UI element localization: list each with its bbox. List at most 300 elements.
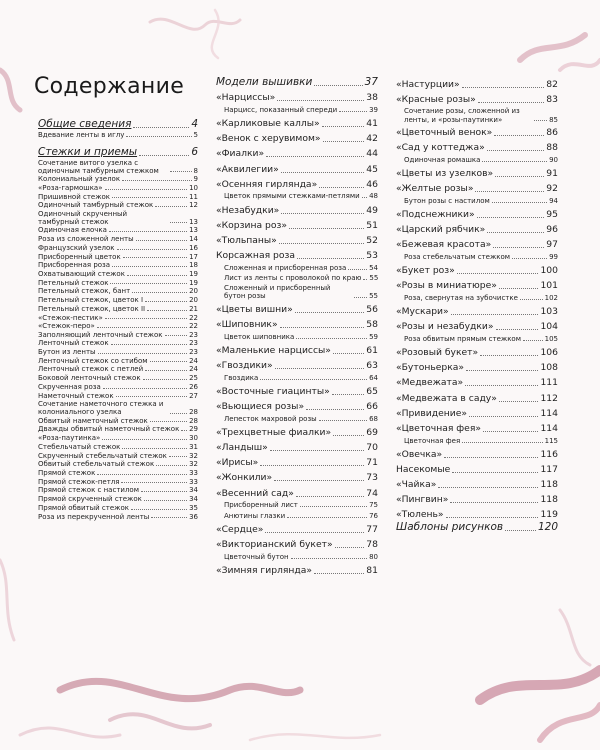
dot-leader [266, 156, 364, 157]
toc-entry [216, 374, 378, 383]
toc-entry-page: 6 [191, 145, 198, 158]
toc-entry-title: Прямой обвитый стежок [38, 503, 129, 512]
toc-entry-title: «Роза-паутинка» [38, 434, 101, 443]
toc-entry-title: Обвитый стебельчатый стежок [38, 460, 155, 469]
toc-entry [38, 118, 198, 131]
toc-entry-title: Пришивной стежок [38, 192, 111, 201]
dot-leader [147, 310, 187, 311]
toc-entry-page: 51 [366, 219, 378, 231]
toc-entry-page: 44 [366, 148, 378, 160]
toc-entry-title: Лист из ленты с проволокой по краю [224, 274, 362, 283]
toc-entry-title: «Восточные гиацинты» [216, 385, 330, 397]
dot-leader [98, 353, 188, 354]
toc-entry-page: 36 [189, 512, 198, 521]
toc-entry-page: 63 [366, 360, 378, 371]
toc-entry [216, 76, 378, 89]
dot-leader [145, 301, 187, 302]
toc-entry-title: Петельный стежок, бант [38, 287, 131, 296]
dot-leader [105, 189, 188, 190]
toc-entry-title: Ленточный стежок [38, 339, 109, 348]
toc-entry [38, 270, 198, 279]
dot-leader [97, 327, 187, 328]
toc-entry-page: 27 [189, 391, 198, 400]
dot-leader [466, 370, 538, 371]
toc-entry-page: 5 [193, 131, 198, 139]
toc-entry-page: 70 [366, 441, 378, 453]
dot-leader [469, 416, 538, 417]
toc-entry-page: 91 [546, 167, 558, 179]
dot-leader [112, 197, 187, 198]
toc-entry-page: 61 [366, 344, 378, 356]
dot-leader [534, 120, 547, 121]
toc-entry-page: 55 [369, 292, 378, 301]
toc-entry [396, 335, 558, 344]
toc-entry [216, 133, 378, 145]
toc-entry-title: «Незабудки» [216, 204, 280, 216]
toc-entry [38, 478, 198, 487]
toc-entry [396, 209, 558, 221]
dot-leader [478, 102, 545, 103]
toc-entry [38, 339, 198, 348]
toc-entry-page: 23 [189, 339, 198, 348]
toc-entry-page: 31 [189, 442, 198, 451]
toc-entry-title: Цветочная фея [404, 436, 461, 445]
dot-leader [151, 517, 187, 518]
toc-entry-page: 45 [366, 163, 378, 175]
toc-entry-title: «Стежок-перо» [38, 322, 95, 331]
toc-entry-title: «Бежевая красота» [396, 239, 492, 251]
dot-leader [131, 509, 187, 510]
toc-entry-page: 105 [544, 334, 558, 343]
toc-entry [38, 159, 198, 175]
toc-entry-title: «Букет роз» [396, 265, 455, 277]
toc-entry-title: «Цветочный венок» [396, 126, 493, 138]
toc-entry-title: «Ирисы» [216, 457, 259, 469]
toc-entry-title: Насекомые [396, 463, 451, 475]
toc-entry-title: «Настурции» [396, 79, 460, 91]
toc-entry [396, 347, 558, 359]
toc-entry [216, 304, 378, 316]
toc-entry-title: Роза стебельчатым стежком [404, 252, 511, 261]
toc-entry [396, 362, 558, 374]
toc-entry-title: «Привидение» [396, 407, 467, 419]
toc-entry-page: 23 [189, 331, 198, 340]
dot-leader [450, 502, 538, 503]
dot-leader [444, 457, 538, 458]
toc-entry-title: Общие сведения [38, 118, 132, 130]
dot-leader [150, 421, 187, 422]
toc-entry-title: Сочетание розы, сложенной из ленты, и «розы-паутинки» [404, 107, 520, 124]
toc-entry-page: 34 [189, 495, 198, 504]
toc-entry-page: 100 [540, 265, 558, 277]
toc-entry-page: 30 [189, 434, 198, 443]
dot-leader [170, 222, 187, 223]
toc-entry-title: Заполняющий ленточный стежок [38, 331, 163, 340]
toc-entry [38, 452, 198, 461]
toc-entry-page: 33 [189, 468, 198, 477]
dot-leader [122, 180, 191, 181]
toc-entry [396, 280, 558, 292]
toc-entry [38, 365, 198, 374]
dot-leader [332, 394, 365, 395]
toc-entry-page: 19 [189, 270, 198, 278]
toc-entry-title: Бутон розы с настилом [404, 196, 490, 205]
toc-entry [38, 201, 198, 210]
toc-entry [396, 294, 558, 303]
dot-leader [141, 491, 187, 492]
toc-entry-page: 106 [540, 347, 558, 358]
toc-entry [38, 244, 198, 253]
toc-entry [216, 148, 378, 160]
toc-entry [38, 261, 198, 270]
dot-leader [169, 456, 187, 457]
toc-entry [216, 205, 378, 217]
toc-entry-title: Сочетание наметочного стежка и колониального узелка [38, 400, 164, 417]
toc-entry-page: 16 [189, 243, 198, 252]
toc-entry-page: 13 [189, 218, 198, 227]
toc-entry-page: 118 [540, 494, 558, 506]
dot-leader [136, 240, 187, 241]
dot-leader [462, 87, 545, 88]
toc-entry [216, 442, 378, 454]
toc-entry-title: Сочетание витого узелка с одиночным тамбурным стежком [38, 158, 159, 175]
toc-entry-page: 21 [189, 304, 198, 313]
toc-entry-title: Роза, свернутая на зубочистке [404, 293, 518, 302]
dot-leader [103, 388, 187, 389]
toc-entry [216, 565, 378, 577]
toc-entry-title: «Корзина роз» [216, 219, 287, 231]
toc-entry [38, 210, 198, 226]
toc-entry-page: 66 [366, 400, 378, 412]
toc-entry-title: «Пингвин» [396, 494, 449, 506]
toc-entry-title: Петельный стежок, цветок I [38, 296, 144, 305]
toc-column-3 [396, 76, 558, 536]
toc-entry [396, 265, 558, 277]
toc-entry [38, 460, 198, 469]
toc-entry [216, 118, 378, 130]
toc-entry [38, 331, 198, 339]
dot-leader [126, 136, 191, 137]
dot-leader [139, 155, 189, 156]
toc-entry-page: 92 [546, 183, 558, 195]
toc-entry [216, 501, 378, 510]
toc-entry [216, 512, 378, 521]
toc-entry-title: Одиночный тамбурный стежок [38, 201, 154, 210]
toc-entry-title: Прямой стежок-петля [38, 477, 120, 486]
toc-entry-page: 20 [189, 296, 198, 305]
dot-leader [123, 257, 187, 258]
toc-entry-page: 4 [191, 118, 198, 130]
toc-entry-title: «Аквилегии» [216, 163, 279, 175]
toc-entry-page: 8 [193, 166, 198, 175]
toc-entry [216, 427, 378, 439]
toc-entry-page: 10 [189, 183, 198, 192]
dot-leader [333, 353, 364, 354]
toc-entry-title: Вдевание ленты в иглу [38, 131, 125, 139]
toc-entry-title: Колониальный узелок [38, 175, 121, 184]
toc-entry-title: «Карликовые каллы» [216, 117, 320, 129]
toc-entry-page: 59 [369, 332, 378, 341]
toc-entry-page: 120 [537, 521, 558, 534]
dot-leader [275, 368, 365, 369]
toc-entry-page: 14 [189, 235, 198, 244]
toc-entry-title: Шаблоны рисунков [396, 521, 504, 534]
toc-entry [396, 479, 558, 491]
toc-entry-title: «Ландыш» [216, 441, 268, 453]
toc-entry-page: 115 [544, 436, 558, 445]
toc-entry [396, 423, 558, 435]
toc-entry [396, 142, 558, 154]
page-title: Содержание [34, 74, 185, 99]
dot-leader [300, 506, 367, 507]
toc-entry-page: 49 [366, 204, 378, 216]
toc-entry [38, 400, 198, 416]
toc-entry-page: 103 [540, 306, 558, 318]
toc-entry-page: 95 [546, 208, 558, 220]
toc-entry-title: «Осенняя гирлянда» [216, 178, 318, 190]
toc-entry-title: «Трехцветные фиалки» [216, 426, 332, 438]
dot-leader [339, 111, 367, 112]
toc-entry [396, 253, 558, 262]
toc-entry-page: 42 [366, 133, 378, 145]
dot-leader [296, 496, 364, 497]
dot-leader [496, 329, 539, 330]
toc-entry [216, 539, 378, 551]
toc-entry-title: Присборенный лист [224, 501, 298, 510]
dot-leader [280, 327, 365, 328]
dot-leader [323, 141, 365, 142]
toc-entry [216, 164, 378, 176]
toc-entry [216, 92, 378, 104]
toc-entry [396, 321, 558, 333]
toc-entry [38, 374, 198, 383]
toc-entry [396, 168, 558, 180]
toc-entry [216, 284, 378, 300]
dot-leader [143, 379, 188, 380]
toc-entry-title: «Жонкили» [216, 472, 273, 484]
dot-leader [523, 340, 543, 341]
toc-entry-title: Французский узелок [38, 243, 115, 252]
toc-entry-page: 88 [546, 142, 558, 154]
toc-entry-title: «Гвоздики» [216, 360, 273, 371]
dot-leader [260, 379, 367, 380]
toc-entry [38, 184, 198, 193]
toc-entry-title: «Царский рябчик» [396, 224, 486, 236]
toc-entry-page: 83 [546, 94, 558, 106]
dot-leader [289, 228, 364, 229]
dot-leader [465, 385, 538, 386]
toc-entry [38, 131, 198, 140]
toc-entry-title: Цветок прямыми стежками-петлями [224, 192, 360, 201]
toc-entry-title: Анютины глазки [224, 511, 286, 520]
toc-entry-page: 12 [189, 201, 198, 210]
dot-leader [335, 547, 365, 548]
dot-leader [127, 275, 187, 276]
dot-leader [322, 126, 365, 127]
toc-entry [38, 279, 198, 288]
toc-entry-title: Охватывающий стежок [38, 270, 125, 278]
toc-entry-title: «Викторианский букет» [216, 539, 333, 551]
toc-entry [216, 274, 378, 283]
dot-leader [487, 232, 544, 233]
toc-entry [38, 425, 198, 434]
dot-leader [505, 530, 536, 531]
toc-entry-page: 96 [546, 224, 558, 236]
dot-leader [446, 517, 539, 518]
dot-leader [110, 283, 187, 284]
toc-entry-page: 81 [366, 564, 378, 576]
toc-entry-page: 86 [546, 126, 558, 138]
toc-column-1 [38, 118, 198, 521]
toc-entry-title: Стежки и приемы [38, 145, 138, 158]
toc-entry [216, 319, 378, 331]
toc-entry-title: Роза из сложенной ленты [38, 235, 134, 244]
toc-entry [38, 486, 198, 495]
toc-entry-title: Боковой ленточный стежок [38, 374, 141, 383]
dot-leader [483, 431, 538, 432]
toc-entry-page: 77 [366, 523, 378, 535]
toc-entry-page: 118 [540, 479, 558, 491]
toc-entry-title: Цветок шиповника [224, 332, 295, 341]
toc-entry-title: «Венок с херувимом» [216, 133, 321, 145]
toc-entry [396, 239, 558, 251]
toc-entry-page: 19 [189, 278, 198, 287]
toc-entry-title: Ленточный стежок со стибом [38, 356, 148, 365]
toc-entry [38, 513, 198, 522]
dot-leader [279, 243, 365, 244]
toc-entry-page: 119 [540, 509, 558, 521]
dot-leader [451, 314, 539, 315]
toc-entry [216, 192, 378, 201]
toc-entry [38, 443, 198, 452]
toc-entry-title: «Красные розы» [396, 94, 476, 106]
dot-leader [452, 472, 538, 473]
toc-entry [396, 94, 558, 106]
toc-entry [38, 314, 198, 323]
toc-entry-title: Сложенная и присборенная роза [224, 263, 347, 272]
dot-leader [499, 288, 539, 289]
toc-entry [396, 156, 558, 165]
toc-entry-page: 78 [366, 539, 378, 551]
toc-entry-title: «Шиповник» [216, 319, 278, 331]
toc-entry-page: 80 [369, 552, 378, 561]
toc-entry-title: «Нарциссы» [216, 92, 276, 104]
toc-entry-page: 76 [369, 511, 378, 520]
toc-entry-page: 55 [369, 274, 378, 283]
dot-leader [493, 247, 544, 248]
toc-entry-title: Одиночный скрученный тамбурный стежок [38, 210, 128, 227]
toc-entry-page: 34 [189, 486, 198, 495]
toc-entry-title: «Мускари» [396, 306, 449, 318]
dot-leader [348, 269, 367, 270]
toc-entry-page: 32 [189, 460, 198, 469]
toc-entry-page: 99 [549, 252, 558, 261]
toc-entry [38, 305, 198, 314]
dot-leader [512, 258, 547, 259]
toc-entry-title: Нарцисс, показанный спереди [224, 105, 338, 114]
toc-entry-page: 71 [366, 457, 378, 469]
toc-entry-title: Прямой стежок с настилом [38, 486, 139, 495]
toc-entry-page: 38 [366, 92, 378, 104]
dot-leader [457, 273, 539, 274]
dot-leader [102, 439, 187, 440]
toc-entry [38, 226, 198, 235]
dot-leader [121, 482, 187, 483]
toc-entry [38, 357, 198, 366]
toc-entry-title: Одиночная елочка [38, 226, 107, 235]
toc-entry-title: Наметочный стежок [38, 391, 114, 400]
dot-leader [287, 517, 367, 518]
dot-leader [165, 335, 188, 336]
toc-entry-page: 73 [366, 472, 378, 484]
toc-entry-title: «Фиалки» [216, 148, 265, 160]
toc-entry-page: 64 [369, 373, 378, 382]
dot-leader [281, 172, 365, 173]
toc-entry-title: Гвоздика [224, 373, 259, 382]
toc-entry-page: 101 [540, 280, 558, 292]
toc-entry-title: Модели вышивки [216, 76, 313, 88]
toc-entry-page: 90 [549, 155, 558, 164]
dot-leader [333, 435, 364, 436]
toc-entry-title: «Весенний сад» [216, 487, 294, 499]
toc-entry [216, 333, 378, 342]
toc-entry [216, 179, 378, 191]
toc-entry-page: 112 [540, 392, 558, 404]
toc-entry-title: Одиночная ромашка [404, 155, 481, 164]
toc-entry-title: Скрученная роза [38, 382, 101, 391]
toc-entry-page: 32 [189, 451, 198, 460]
dot-leader [170, 171, 192, 172]
toc-entry [396, 464, 558, 476]
toc-entry [396, 107, 558, 123]
dot-leader [296, 338, 367, 339]
toc-entry-page: 11 [189, 192, 198, 201]
toc-entry-title: Прямой стежок [38, 468, 96, 477]
toc-entry [216, 386, 378, 398]
dot-leader [112, 266, 187, 267]
toc-entry-title: Цветочный бутон [224, 552, 289, 561]
dot-leader [354, 297, 367, 298]
dot-leader [181, 430, 187, 431]
toc-entry [38, 392, 198, 401]
dot-leader [116, 396, 188, 397]
toc-entry [396, 494, 558, 506]
dot-leader [111, 344, 188, 345]
toc-entry [396, 437, 558, 446]
dot-leader [314, 85, 362, 86]
toc-entry-page: 35 [189, 503, 198, 512]
toc-entry-title: «Бутоньерка» [396, 362, 465, 374]
toc-entry-page: 33 [189, 477, 198, 486]
toc-entry [396, 377, 558, 389]
toc-entry-page: 53 [366, 250, 378, 262]
toc-entry-page: 75 [369, 501, 378, 510]
toc-entry [38, 495, 198, 504]
toc-entry-page: 25 [189, 374, 198, 383]
dot-leader [363, 279, 367, 280]
toc-entry-title: «Вьющиеся розы» [216, 400, 305, 412]
dot-leader [281, 213, 364, 214]
toc-entry-title: Присборенный цветок [38, 252, 121, 261]
toc-entry-title: «Медвежата в саду» [396, 392, 497, 404]
dot-leader [438, 487, 538, 488]
toc-entry-title: «Розовый букет» [396, 347, 479, 358]
toc-entry [38, 235, 198, 244]
toc-entry [216, 553, 378, 562]
toc-entry-page: 102 [544, 293, 558, 302]
toc-entry [38, 469, 198, 478]
toc-entry [38, 296, 198, 305]
